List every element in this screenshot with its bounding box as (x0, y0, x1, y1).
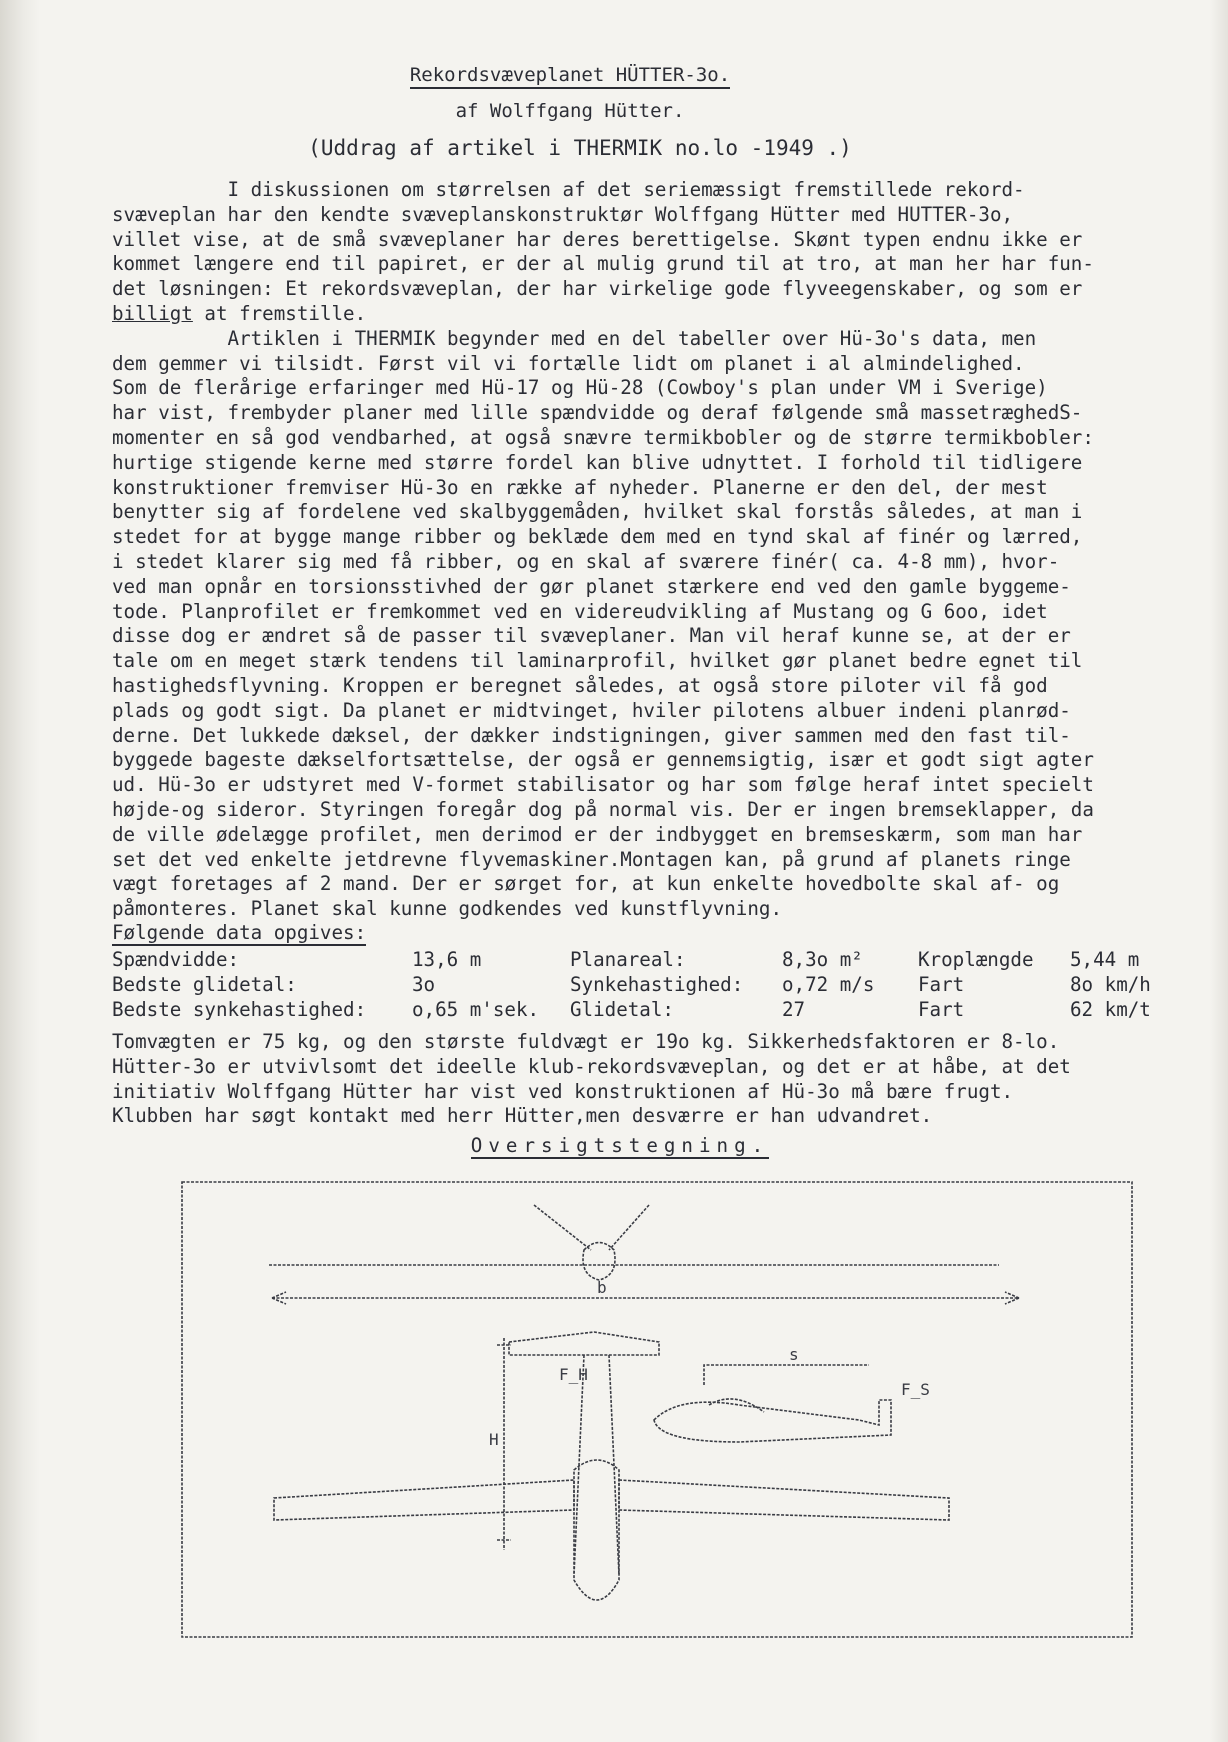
overview-drawing (179, 1180, 1136, 1641)
paragraph-2-line: Som de flerårige erfaringer med Hü-17 og Hü-28 (Cowboy's plan under VM i Sverige) (112, 376, 1048, 400)
paragraph-2-line: stedet for at bygge mange ribber og beklæde dem med en tynd skal af finér og lærred, (112, 525, 1083, 549)
data-label: Glidetal: (570, 998, 674, 1021)
data-label: Spændvidde: (112, 948, 240, 971)
paragraph-1-line: svæveplan har den kendte svæveplanskonstruktør Wolffgang Hütter med HUTTER-3o, (112, 202, 1014, 226)
data-label: Bedste glidetal: (112, 973, 297, 996)
tail-area-label: F_H (559, 1365, 588, 1384)
paragraph-2-line: hastighedsflyvning. Kroppen er beregnet således, at også store piloter vil få god (112, 673, 1048, 697)
drawing-title: Oversigtstegning. (470, 1134, 770, 1157)
paragraph-1-line: det løsningen: Et rekordsvæveplan, der har virkelige gode flyveegenskaber, og som er (112, 277, 1083, 301)
paragraph-2-line: Artiklen i THERMIK begynder med en del tabeller over Hü-3o's data, men (112, 326, 1037, 350)
paragraph-2-line: har vist, frembyder planer med lille spændvidde og deraf følgende små massetræghedS- (112, 401, 1083, 425)
paragraph-1-end: at fremstille. (192, 301, 367, 325)
paragraph-2-line: set det ved enkelte jetdrevne flyvemaskiner.Montagen kan, på grund af planets ringe (112, 847, 1071, 871)
horizontal-tail (509, 1332, 659, 1355)
underlined-word: billigt (112, 301, 193, 325)
data-value: 8,3o m² (782, 948, 863, 971)
data-row (112, 973, 1192, 998)
paragraph-1-line: kommet længere end til papiret, er der al mulig grund til at tro, at man her har fun- (112, 252, 1094, 276)
data-label: Fart (918, 998, 965, 1021)
paragraph-2 (112, 327, 1224, 922)
paragraph-2-line: vægt foretages af 2 mand. Der er sørget for, at kun enkelte hovedbolte skal af- og (112, 872, 1060, 896)
left-wing (274, 1480, 574, 1520)
data-row (112, 998, 1192, 1023)
paragraph-2-line: i stedet klarer sig med få ribber, og en skal af sværere finér( ca. 4-8 mm), hvor- (112, 549, 1060, 573)
paragraph-2-line: benytter sig af fordelene ved skalbyggemåden, hvilket skal forstås således, at man i (112, 500, 1083, 524)
article-body (112, 178, 1224, 922)
document-title: Rekordsvæveplanet HÜTTER-3o. (0, 64, 1140, 86)
side-view-canopy (709, 1399, 764, 1412)
data-label: Bedste synkehastighed: (112, 998, 367, 1021)
paragraph-2-line: påmonteres. Planet skal kunne godkendes ved kunstflyvning. (112, 897, 783, 921)
source-line: (Uddrag af artikel i THERMIK no.lo -1949 .) (308, 136, 852, 160)
paragraph-2-line: tale om en meget stærk tendens til laminarprofil, hvilket gør planet bedre egnet til (112, 649, 1083, 673)
paragraph-2-line: momenter en så god vendbarhed, at også snævre termikbobler og de større termikbobler: (112, 425, 1094, 449)
paragraph-2-line: byggede bageste dækselfortsættelse, der også er gennemsigtig, især et godt sigt agter (112, 748, 1094, 772)
data-heading: Følgende data opgives: (112, 921, 367, 944)
data-table (112, 948, 1192, 1023)
paragraph-1-line: villet vise, at de små svæveplaner har deres berettigelse. Skønt typen endnu ikke er (112, 227, 1083, 251)
paragraph-2-line: hurtige stigende kerne med større fordel kan blive udnyttet. I forhold til tidligere (112, 450, 1083, 474)
paragraph-2-line: ud. Hü-3o er udstyret med V-formet stabilisator og har som følge heraf intet specielt (112, 773, 1094, 797)
paragraph-2-line: tode. Planprofilet er fremkommet ved en videreudvikling af Mustang og G 6oo, idet (112, 599, 1048, 623)
front-view-wing (534, 1205, 649, 1250)
closing-line: initiativ Wolffgang Hütter har vist ved konstruktionen af Hü-3o må bære frugt. (112, 1079, 1014, 1103)
data-label: Fart (918, 973, 965, 996)
distance-dimension (704, 1365, 869, 1385)
paragraph-2-line: dem gemmer vi tilsidt. Først vil vi fortælle lidt om planet i al almindelighed. (112, 351, 1025, 375)
data-row (112, 948, 1192, 973)
fin-area-label: F_S (901, 1380, 930, 1399)
paragraph-2-line: plads og godt sigt. Da planet er midtvinget, hviler pilotens albuer indeni planrød- (112, 698, 1071, 722)
data-value: 62 km/t (1070, 998, 1151, 1021)
closing-paragraph (112, 1030, 1224, 1129)
drawing-frame (182, 1182, 1132, 1637)
paragraph-2-line: disse dog er ændret så de passer til svæveplaner. Man vil heraf kunne se, at der er (112, 624, 1071, 648)
data-value: o,72 m/s (782, 973, 875, 996)
data-label: Synkehastighed: (570, 973, 744, 996)
paragraph-2-line: højde-og sideror. Styringen foregår dog på normal vis. Der er ingen bremseklapper, da (112, 797, 1094, 821)
data-label: Kroplængde (918, 948, 1034, 971)
binding-edge (0, 0, 40, 1742)
height-label: H (489, 1430, 499, 1449)
glider-sketch (179, 1180, 1136, 1641)
side-view-glider (654, 1400, 891, 1442)
data-label: Planareal: (570, 948, 686, 971)
data-value: 5,44 m (1070, 948, 1140, 971)
closing-line: Tomvægten er 75 kg, og den største fuldvægt er 19o kg. Sikkerhedsfaktoren er 8-lo. (112, 1030, 1060, 1053)
paragraph-1-last-line (112, 302, 1224, 327)
data-value: 13,6 m (412, 948, 482, 971)
right-wing (619, 1480, 949, 1520)
paragraph-1-line: I diskussionen om størrelsen af det seriemæssigt fremstillede rekord- (112, 178, 1025, 201)
paragraph-2-line: konstruktioner fremviser Hü-3o en række af nyheder. Planerne er den del, der mest (112, 475, 1048, 499)
span-label: b (597, 1278, 607, 1297)
paragraph-2-line: ved man opnår en torsionsstivhed der gør planet stærkere end ved den gamle byggeme- (112, 574, 1071, 598)
distance-label: s (789, 1345, 799, 1364)
data-value: o,65 m'sek. (412, 998, 540, 1021)
data-value: 27 (782, 998, 806, 1021)
cockpit-outline (574, 1460, 619, 1600)
paragraph-2-line: de ville ødelægge profilet, men derimod er der indbygget en bremseskærm, som man har (112, 822, 1083, 846)
closing-line: Klubben har søgt kontakt med herr Hütter,men desværre er han udvandret. (112, 1104, 933, 1128)
paragraph-2-line: derne. Det lukkede dæksel, der dækker indstigningen, giver sammen med den fast til- (112, 723, 1071, 747)
author-line: af Wolffgang Hütter. (455, 100, 685, 122)
data-value: 8o km/h (1070, 973, 1151, 996)
closing-line: Hütter-3o er utvivlsomt det ideelle klub-rekordsvæveplan, og det er at håbe, at det (112, 1054, 1071, 1078)
data-value: 3o (412, 973, 436, 996)
